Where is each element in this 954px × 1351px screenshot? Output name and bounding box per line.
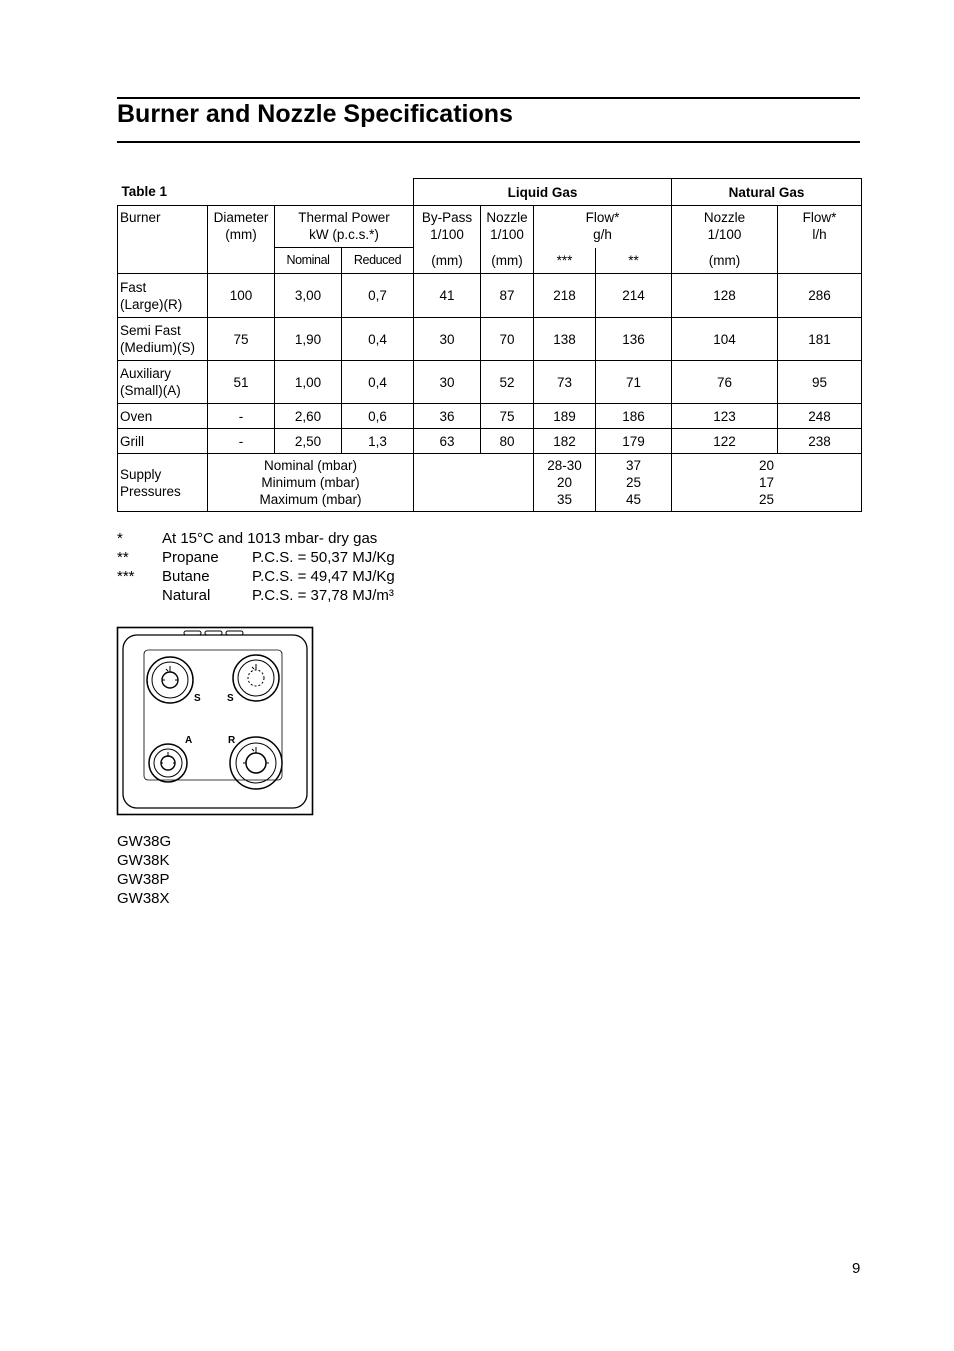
top-rule: [117, 97, 860, 99]
hob-outer-frame: [118, 628, 313, 815]
model-name: GW38G: [117, 833, 172, 850]
table-row: Fast (Large)(R) 100 3,00 0,7 41 87 218 214 128 286: [118, 274, 862, 318]
supply-empty-cell: [414, 454, 534, 512]
burner-label-s-right: S: [227, 693, 234, 704]
model-list: [117, 832, 171, 908]
supply-pressures-row: [118, 454, 862, 512]
burner-label-r: R: [228, 735, 236, 746]
header-ng-flow: Flow* l/h: [778, 206, 862, 274]
header-nominal: Nominal: [275, 248, 342, 274]
header-ng-nozzle: Nozzle 1/100: [672, 206, 778, 248]
supply-propane: 37 25 45: [596, 454, 672, 512]
header-ng-nozzle-mm: (mm): [672, 248, 778, 274]
header-bypass-mm: (mm): [414, 248, 481, 274]
model-name: GW38K: [117, 852, 170, 869]
header-burner: Burner: [118, 206, 208, 274]
supply-butane: 28-30 20 35: [534, 454, 596, 512]
spec-table: [117, 178, 862, 512]
header-diameter: Diameter (mm): [208, 206, 275, 274]
model-name: GW38X: [117, 890, 170, 907]
table-row: Auxiliary (Small)(A) 51 1,00 0,4 30 52 73 71 76 95: [118, 361, 862, 404]
table-row: Semi Fast (Medium)(S) 75 1,90 0,4 30 70 138 136 104 181: [118, 318, 862, 361]
model-name: GW38P: [117, 871, 170, 888]
burner-label-a: A: [185, 735, 193, 746]
supply-label: Supply Pressures: [118, 454, 208, 512]
page-number: 9: [852, 1260, 861, 1277]
table-row: Oven - 2,60 0,6 36 75 189 186 123 248: [118, 404, 862, 429]
table-row: Grill - 2,50 1,3 63 80 182 179 122 238: [118, 429, 862, 454]
header-bypass: By-Pass 1/100: [414, 206, 481, 248]
title-underline: [117, 141, 860, 143]
burner-label-s-left: S: [194, 693, 201, 704]
supply-pressure-labels: Nominal (mbar) Minimum (mbar) Maximum (mbar): [208, 454, 414, 512]
header-butane-mark: ***: [534, 248, 596, 274]
supply-natural: 20 17 25: [672, 454, 862, 512]
header-nozzle-mm: (mm): [481, 248, 534, 274]
header-nozzle: Nozzle 1/100: [481, 206, 534, 248]
header-thermal-power: Thermal Power kW (p.c.s.*): [275, 206, 414, 248]
header-flow: Flow* g/h: [534, 206, 672, 248]
hob-diagram: [116, 626, 314, 816]
page-title: Burner and Nozzle Specifications: [117, 100, 513, 128]
group-header-liquid-gas: Liquid Gas: [414, 179, 672, 206]
group-header-natural-gas: Natural Gas: [672, 179, 862, 206]
header-reduced: Reduced: [342, 248, 414, 274]
header-propane-mark: **: [596, 248, 672, 274]
table-label: Table 1: [118, 179, 414, 206]
